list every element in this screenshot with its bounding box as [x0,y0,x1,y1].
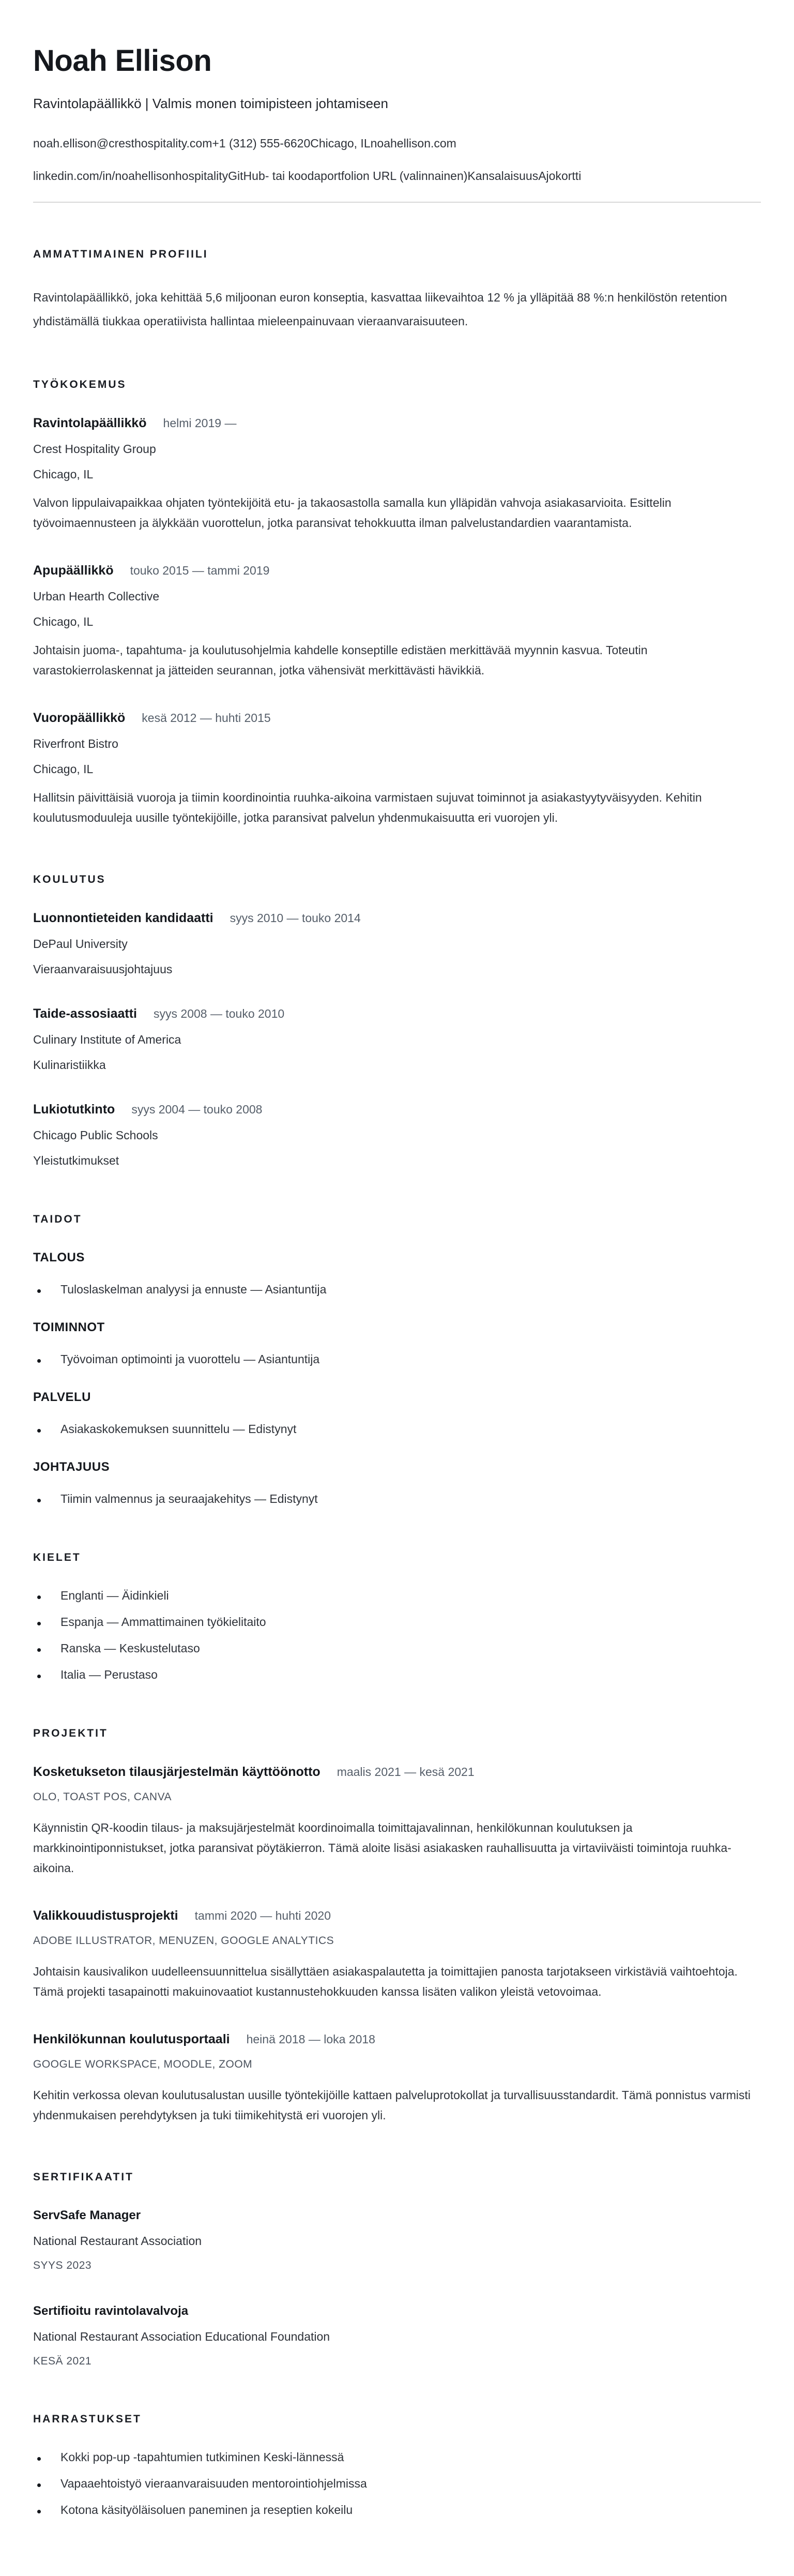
job-dates: kesä 2012 — huhti 2015 [142,711,271,725]
project-name: Valikkouudistusprojekti [33,1908,178,1923]
profile-summary: Ravintolapäällikkö, joka kehittää 5,6 miljoonan euron konseptia, kasvattaa liikevaihtoa 12 % ja ylläpitää 88 %:n henkilöstön retention yhdistämällä tiukkaa operatiivista hallintaa mieleenpainuvaan vieraanvaraisuuteen. [33,291,727,328]
skill-item-text: Tiimin valmennus ja seuraajakehitys — Edistynyt [60,1492,318,1505]
section-projects [33,1727,761,2126]
project-description: Käynnistin QR-koodin tilaus- ja maksujärjestelmät koordinoimalla toimittajavalinnan, henkilökunnan koulutuksen ja markkinointiponnistukset, jotka paransivat pöytäkierron. Tämä aloite lisäsi asiakasken rauhallisuutta ja virtaviiväisti toimintoja ruuhka-aikoina. [33,1821,731,1875]
education-field: Kulinaristiikka [33,1058,106,1072]
education-school: Culinary Institute of America [33,1033,181,1046]
certification-entry [33,2208,761,2272]
bullet-icon [37,1289,41,1293]
education-entry [33,1006,761,1072]
project-dates: maalis 2021 — kesä 2021 [337,1765,475,1779]
skill-group-name: JOHTAJUUS [33,1460,110,1474]
education-dates: syys 2008 — touko 2010 [154,1007,285,1020]
language-item [33,1589,761,1603]
education-school: Chicago Public Schools [33,1128,158,1142]
bullet-icon [37,1622,41,1625]
project-name: Kosketukseton tilausjärjestelmän käyttöönotto [33,1765,320,1779]
project-dates: heinä 2018 — loka 2018 [246,2032,375,2046]
skill-group [33,1460,761,1506]
job-title-row [33,416,761,431]
education-field: Vieraanvaraisuusjohtajuus [33,962,173,976]
contact-row-1 [33,137,761,150]
section-heading-languages: KIELET [33,1551,81,1563]
section-heading-experience: TYÖKOKEMUS [33,379,127,390]
education-title-row [33,911,761,926]
project-entry [33,1765,761,1878]
project-entry [33,2032,761,2126]
contact-drivers-license: Ajokortti [538,169,582,183]
skill-group [33,1320,761,1366]
job-role: Apupäällikkö [33,563,114,578]
job-role: Vuoropäällikkö [33,711,126,725]
language-item [33,1668,761,1682]
section-experience [33,379,761,828]
language-item-text: Espanja — Ammattimainen työkielitaito [60,1615,266,1629]
hobby-item-text: Kokki pop-up -tapahtumien tutkiminen Keski-lännessä [60,2450,344,2464]
resume-header [33,43,761,203]
certification-entry [33,2304,761,2368]
job-description: Valvon lippulaivapaikkaa ohjaten työntekijöitä etu- ja takaosastolla samalla kun ylläpidän vahvoja asiakasarvioita. Esittelin työvoimaennusteen ja älykkään vuorottelun, jotka paransivat tehokkuutta ilman palvelustandardien vaarantamista. [33,496,671,530]
skill-group-name: PALVELU [33,1390,91,1404]
bullet-icon [37,2483,41,2487]
headline-tagline: Ravintolapäällikkö | Valmis monen toimipisteen johtamiseen [33,96,388,111]
education-entry [33,911,761,976]
job-company: Urban Hearth Collective [33,590,160,603]
bullet-icon [37,1595,41,1599]
section-languages [33,1551,761,1682]
job-entry [33,416,761,533]
job-location: Chicago, IL [33,468,94,481]
skill-group-name: TALOUS [33,1251,85,1264]
job-dates: helmi 2019 — [163,416,237,430]
project-name: Henkilökunnan koulutusportaali [33,2032,230,2046]
bullet-icon [37,1499,41,1502]
skill-item [33,1352,761,1366]
skill-group [33,1251,761,1297]
education-degree: Taide-assosiaatti [33,1006,138,1021]
certification-issuer: National Restaurant Association Educational Foundation [33,2330,330,2343]
education-dates: syys 2004 — touko 2008 [131,1103,263,1116]
contact-website: noahellison.com [370,137,456,150]
hobby-item [33,2450,761,2464]
hobby-item [33,2477,761,2491]
job-location: Chicago, IL [33,762,94,776]
section-heading-hobbies: HARRASTUKSET [33,2413,142,2425]
education-school: DePaul University [33,937,128,951]
project-dates: tammi 2020 — huhti 2020 [194,1909,331,1922]
section-skills [33,1213,761,1506]
education-title-row [33,1102,761,1117]
project-title-row [33,2032,761,2047]
language-item-text: Italia — Perustaso [60,1668,158,1681]
contact-linkedin: linkedin.com/in/noahellisonhospitality [33,169,228,183]
bullet-icon [37,1429,41,1433]
contact-github-placeholder: GitHub- tai koodaportfolion URL (valinnainen) [228,169,468,183]
job-location: Chicago, IL [33,615,94,628]
skill-item [33,1283,761,1297]
education-field: Yleistutkimukset [33,1154,119,1167]
skill-item-text: Asiakaskokemuksen suunnittelu — Edistynyt [60,1422,297,1436]
section-certifications [33,2171,761,2368]
certification-name: ServSafe Manager [33,2208,141,2222]
section-heading-profile: AMMATTIMAINEN PROFIILI [33,248,208,260]
education-entry [33,1102,761,1168]
bullet-icon [37,2457,41,2461]
hobby-item [33,2503,761,2517]
skill-item [33,1422,761,1436]
project-entry [33,1908,761,2002]
job-dates: touko 2015 — tammi 2019 [130,564,270,577]
certification-issuer: National Restaurant Association [33,2234,202,2248]
project-title-row [33,1908,761,1923]
job-entry [33,711,761,828]
project-tools: ADOBE ILLUSTRATOR, MENUZEN, GOOGLE ANALYTICS [33,1935,334,1947]
skill-item [33,1492,761,1506]
hobby-item-text: Kotona käsityöläisoluen paneminen ja reseptien kokeilu [60,2503,353,2517]
language-item [33,1615,761,1629]
certification-date: SYYS 2023 [33,2259,92,2271]
education-degree: Lukiotutkinto [33,1102,115,1117]
bullet-icon [37,2510,41,2513]
skill-item-text: Tuloslaskelman analyysi ja ennuste — Asiantuntija [60,1283,327,1296]
language-item-text: Englanti — Äidinkieli [60,1589,169,1602]
section-education [33,873,761,1168]
bullet-icon [37,1675,41,1678]
education-title-row [33,1006,761,1021]
project-description: Kehitin verkossa olevan koulutusalustan uusille työntekijöille kattaen palveluprotokollat ja turvallisuusstandardit. Tämä ponnistus varmisti yhdenmukaisen perehdytyksen ja tuki tiimikehitystä eri vuorojen yli. [33,2088,751,2122]
education-degree: Luonnontieteiden kandidaatti [33,911,213,925]
job-title-row [33,711,761,726]
job-description: Johtaisin juoma-, tapahtuma- ja koulutusohjelmia kahdelle konseptille edistäen merkittävää myynnin kasvua. Toteutin varastokierrolaskennat ja jätteiden seurannan, jotka vähensivät merkittävästi hävikkiä. [33,643,648,677]
job-entry [33,563,761,681]
contact-row-2 [33,169,761,183]
contact-phone: +1 (312) 555-6620 [212,137,311,150]
bullet-icon [37,1648,41,1652]
project-tools: GOOGLE WORKSPACE, MOODLE, ZOOM [33,2058,253,2070]
bullet-icon [37,1359,41,1363]
contact-citizenship: Kansalaisuus [467,169,539,183]
section-heading-education: KOULUTUS [33,873,106,885]
education-dates: syys 2010 — touko 2014 [230,911,361,925]
hobby-item-text: Vapaaehtoistyö vieraanvaraisuuden mentorointiohjelmissa [60,2477,367,2490]
section-profile [33,248,761,333]
job-description: Hallitsin päivittäisiä vuoroja ja tiimin koordinointia ruuhka-aikoina varmistaen sujuvat toiminnot ja asiakastyytyväisyyden. Kehitin koulutusmoduuleja uusille työntekijöille, jotka paransivat palvelun yhdenmukaisuutta eri vuorojen yli. [33,791,702,824]
job-company: Crest Hospitality Group [33,442,156,456]
section-heading-skills: TAIDOT [33,1213,82,1225]
project-title-row [33,1765,761,1780]
job-company: Riverfront Bistro [33,737,118,750]
contact-email: noah.ellison@cresthospitality.com [33,137,212,150]
header-divider [33,202,761,203]
skill-group-name: TOIMINNOT [33,1320,105,1334]
job-title-row [33,563,761,578]
person-name: Noah Ellison [33,44,212,78]
skill-group [33,1390,761,1436]
certification-date: KESÄ 2021 [33,2355,92,2367]
contact-location: Chicago, IL [310,137,371,150]
project-description: Johtaisin kausivalikon uudelleensuunnittelua sisällyttäen asiakaspalautetta ja toimittajien panosta tarjotakseen virkistäviä vaihtoehtoja. Tämä projekti tasapainotti makuinovaatiot kustannustehokkuuden kanssa lisäten valikon yleistä vetovoimaa. [33,1965,738,1998]
language-item [33,1641,761,1655]
job-role: Ravintolapäällikkö [33,416,147,430]
section-hobbies [33,2413,761,2517]
project-tools: OLO, TOAST POS, CANVA [33,1791,172,1803]
section-heading-projects: PROJEKTIT [33,1727,108,1739]
skill-item-text: Työvoiman optimointi ja vuorottelu — Asiantuntija [60,1352,320,1366]
language-item-text: Ranska — Keskustelutaso [60,1641,200,1655]
certification-name: Sertifioitu ravintolavalvoja [33,2304,189,2318]
section-heading-certifications: SERTIFIKAATIT [33,2171,134,2183]
